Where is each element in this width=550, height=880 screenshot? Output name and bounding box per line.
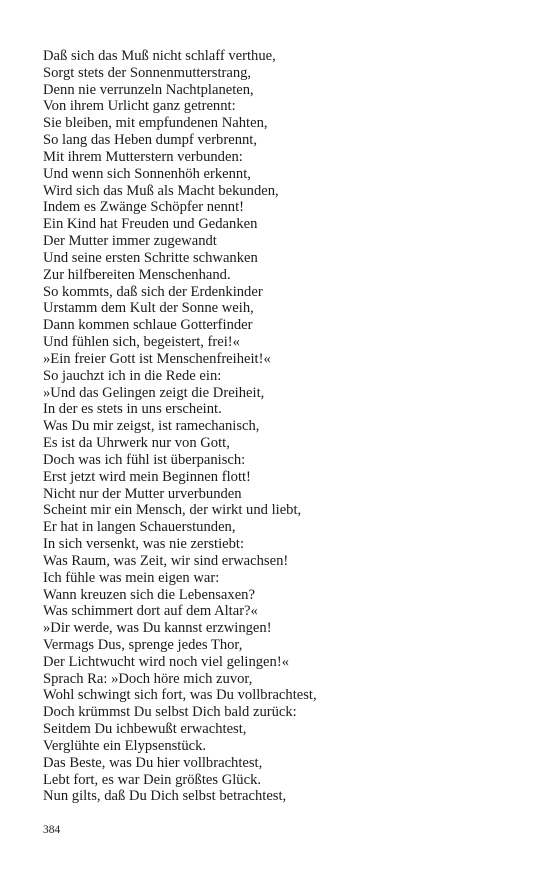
poem-line: Das Beste, was Du hier vollbrachtest,	[43, 754, 263, 771]
poem-line: Nicht nur der Mutter urverbunden	[43, 485, 242, 502]
poem-line: Was Raum, was Zeit, wir sind erwachsen!	[43, 552, 289, 569]
poem-line: »Dir werde, was Du kannst erzwingen!	[43, 620, 272, 637]
poem-line: Es ist da Uhrwerk nur von Gott,	[43, 435, 230, 452]
poem-line: »Ein freier Gott ist Menschenfreiheit!«	[43, 350, 271, 367]
poem-line: Der Lichtwucht wird noch viel gelingen!«	[43, 653, 289, 670]
poem-line: Lebt fort, es war Dein größtes Glück.	[43, 771, 262, 788]
poem-line: Ein Kind hat Freuden und Gedanken	[43, 216, 258, 233]
poem-line: »Und das Gelingen zeigt die Dreiheit,	[43, 384, 265, 401]
poem-line: Sie bleiben, mit empfundenen Nahten,	[43, 115, 268, 132]
poem-line: Dann kommen schlaue Gotterfinder	[43, 317, 253, 334]
poem-line: Wird sich das Muß als Macht bekunden,	[43, 182, 279, 199]
poem-line: Denn nie verrunzeln Nachtplaneten,	[43, 81, 254, 98]
poem-line: Und fühlen sich, begeistert, frei!«	[43, 334, 240, 351]
poem-line: Urstamm dem Kult der Sonne weih,	[43, 300, 254, 317]
poem-text-block	[43, 48, 523, 805]
poem-line: So jauchzt ich in die Rede ein:	[43, 367, 222, 384]
poem-line: Der Mutter immer zugewandt	[43, 233, 217, 250]
poem-line: Zur hilfbereiten Menschenhand.	[43, 266, 231, 283]
poem-line: Indem es Zwänge Schöpfer nennt!	[43, 199, 244, 216]
poem-line: Und seine ersten Schritte schwanken	[43, 249, 258, 266]
poem-line: So kommts, daß sich der Erdenkinder	[43, 283, 263, 300]
poem-line: Scheint mir ein Mensch, der wirkt und liebt,	[43, 502, 302, 519]
poem-line: Was schimmert dort auf dem Altar?«	[43, 603, 258, 620]
page-number: 384	[43, 824, 61, 836]
poem-line: Ich fühle was mein eigen war:	[43, 569, 220, 586]
poem-line: Sorgt stets der Sonnenmutterstrang,	[43, 64, 252, 81]
poem-line: Doch was ich fühl ist überpanisch:	[43, 451, 246, 468]
poem-line: Verglühte ein Elypsenstück.	[43, 737, 207, 754]
poem-line: Was Du mir zeigst, ist ramechanisch,	[43, 418, 260, 435]
poem-line: Mit ihrem Mutterstern verbunden:	[43, 148, 243, 165]
poem-line: Wann kreuzen sich die Lebensaxen?	[43, 586, 255, 603]
poem-line: Doch krümmst Du selbst Dich bald zurück:	[43, 704, 297, 721]
poem-line: Vermags Dus, sprenge jedes Thor,	[43, 636, 243, 653]
poem-line: Er hat in langen Schauerstunden,	[43, 519, 236, 536]
poem-line: So lang das Heben dumpf verbrennt,	[43, 132, 257, 149]
poem-line: Daß sich das Muß nicht schlaff verthue,	[43, 48, 276, 64]
poem-line: Nun gilts, daß Du Dich selbst betrachtest,	[43, 788, 287, 805]
poem-line: In sich versenkt, was nie zerstiebt:	[43, 536, 245, 553]
poem-line: Und wenn sich Sonnenhöh erkennt,	[43, 165, 251, 182]
poem-line: Erst jetzt wird mein Beginnen flott!	[43, 468, 251, 485]
poem-line: Wohl schwingt sich fort, was Du vollbrachtest,	[43, 687, 317, 704]
poem-line: Sprach Ra: »Doch höre mich zuvor,	[43, 670, 253, 687]
poem-line: Seitdem Du ichbewußt erwachtest,	[43, 721, 247, 738]
poem-line: Von ihrem Urlicht ganz getrennt:	[43, 98, 236, 115]
poem-line: In der es stets in uns erscheint.	[43, 401, 222, 418]
